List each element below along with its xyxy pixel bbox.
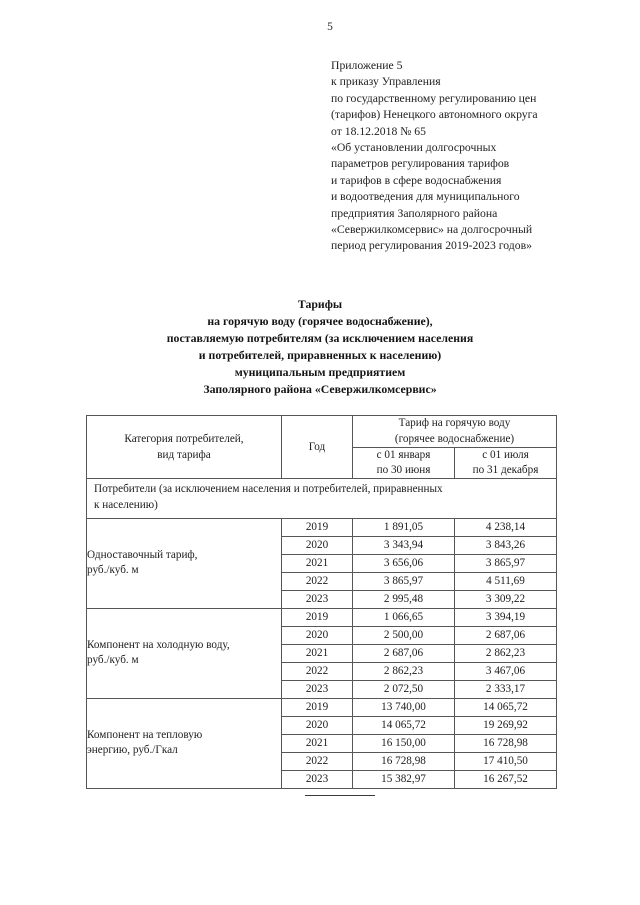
document-title-line-5: муниципальным предприятием bbox=[234, 365, 406, 380]
row-value-first-half: 2 862,23 bbox=[353, 662, 455, 680]
row-year-cell: 2023 bbox=[282, 680, 353, 698]
row-value-first-half: 13 740,00 bbox=[353, 698, 455, 716]
row-value-second-half: 2 862,23 bbox=[455, 644, 557, 662]
row-category-cell-2 bbox=[87, 608, 282, 698]
row-value-first-half: 2 687,06 bbox=[353, 644, 455, 662]
row-category-line1: Компонент на холодную воду, bbox=[87, 638, 230, 651]
document-title-line-2: на горячую воду (горячее водоснабжение), bbox=[207, 314, 433, 329]
row-value-second-half: 17 410,50 bbox=[455, 752, 557, 770]
header-category-line1: Категория потребителей, bbox=[124, 432, 244, 445]
row-value-first-half: 3 343,94 bbox=[353, 536, 455, 554]
section-row-line2: к населению) bbox=[94, 499, 158, 511]
document-header-line-11: «Севержилкомсервис» на долгосрочный bbox=[331, 223, 533, 237]
row-year-cell: 2023 bbox=[282, 590, 353, 608]
document-header-line-12: период регулирования 2019-2023 годов» bbox=[331, 239, 532, 253]
document-title-line-1: Тарифы bbox=[297, 297, 343, 311]
row-year-cell: 2022 bbox=[282, 662, 353, 680]
document-header-line-3: по государственному регулированию цен bbox=[331, 91, 537, 105]
row-value-second-half: 3 467,06 bbox=[455, 662, 557, 680]
document-header-line-2: к приказу Управления bbox=[331, 75, 441, 89]
row-year-cell: 2021 bbox=[282, 644, 353, 662]
row-value-first-half: 16 150,00 bbox=[353, 734, 455, 752]
row-value-second-half: 14 065,72 bbox=[455, 698, 557, 716]
row-category-line2: энергию, руб./Гкал bbox=[87, 744, 178, 757]
row-category-cell-3 bbox=[87, 698, 282, 788]
row-year-cell: 2021 bbox=[282, 554, 353, 572]
page-number: 5 bbox=[327, 21, 333, 33]
row-year-cell: 2021 bbox=[282, 734, 353, 752]
header-cell-period-first-half bbox=[353, 448, 455, 479]
row-value-second-half: 4 238,14 bbox=[455, 518, 557, 536]
header-cell-year: Год bbox=[282, 416, 353, 479]
row-value-second-half: 3 394,19 bbox=[455, 608, 557, 626]
row-year-cell: 2023 bbox=[282, 770, 353, 788]
table-row bbox=[87, 608, 557, 626]
section-row-cell bbox=[87, 479, 557, 518]
row-value-first-half: 1 066,65 bbox=[353, 608, 455, 626]
document-title-line-3: поставляемую потребителям (за исключением населения bbox=[166, 331, 474, 346]
row-value-first-half: 1 891,05 bbox=[353, 518, 455, 536]
tariff-table bbox=[86, 415, 557, 789]
row-value-second-half: 3 309,22 bbox=[455, 590, 557, 608]
row-value-second-half: 2 333,17 bbox=[455, 680, 557, 698]
header-period-first-line2: по 30 июня bbox=[376, 464, 431, 477]
document-title-line-4: и потребителей, приравненных к населению) bbox=[198, 348, 442, 363]
row-value-first-half: 2 500,00 bbox=[353, 626, 455, 644]
row-year-cell: 2020 bbox=[282, 536, 353, 554]
section-row-line1: Потребители (за исключением населения и потребителей, приравненных bbox=[94, 483, 443, 496]
header-cell-tariff-group bbox=[353, 416, 557, 448]
document-title-block bbox=[0, 296, 640, 399]
row-year-cell: 2020 bbox=[282, 716, 353, 734]
row-value-second-half: 16 728,98 bbox=[455, 734, 557, 752]
header-period-second-line2: по 31 декабря bbox=[472, 464, 539, 477]
row-year-cell: 2019 bbox=[282, 608, 353, 626]
header-period-second-line1: с 01 июля bbox=[482, 449, 529, 461]
document-title-line-6: Заполярного района «Севержилкомсервис» bbox=[203, 382, 437, 397]
row-value-second-half: 19 269,92 bbox=[455, 716, 557, 734]
row-value-first-half: 14 065,72 bbox=[353, 716, 455, 734]
row-value-second-half: 4 511,69 bbox=[455, 572, 557, 590]
row-year-cell: 2019 bbox=[282, 698, 353, 716]
document-header-line-8: и тарифов в сфере водоснабжения bbox=[331, 173, 502, 187]
document-header-line-4: (тарифов) Ненецкого автономного округа bbox=[331, 108, 538, 122]
row-year-cell: 2020 bbox=[282, 626, 353, 644]
tariff-table-body bbox=[87, 416, 557, 789]
row-value-first-half: 3 656,06 bbox=[353, 554, 455, 572]
table-row bbox=[87, 698, 557, 716]
header-category-line2: вид тарифа bbox=[157, 449, 211, 462]
row-value-second-half: 3 865,97 bbox=[455, 554, 557, 572]
header-cell-period-second-half bbox=[455, 448, 557, 479]
row-category-line1: Одноставочный тариф, bbox=[87, 548, 198, 561]
bottom-divider-rule bbox=[305, 795, 375, 796]
row-value-first-half: 2 995,48 bbox=[353, 590, 455, 608]
document-header-line-1: Приложение 5 bbox=[331, 59, 403, 72]
row-value-first-half: 3 865,97 bbox=[353, 572, 455, 590]
table-header-row-1 bbox=[87, 416, 557, 448]
row-value-first-half: 2 072,50 bbox=[353, 680, 455, 698]
table-row bbox=[87, 518, 557, 536]
document-header-line-6: «Об установлении долгосрочных bbox=[331, 141, 497, 155]
header-period-first-line1: с 01 января bbox=[376, 449, 431, 461]
header-tariff-line1: Тариф на горячую воду bbox=[398, 417, 511, 429]
row-value-second-half: 3 843,26 bbox=[455, 536, 557, 554]
row-category-cell-1 bbox=[87, 518, 282, 608]
document-header-line-9: и водоотведения для муниципального bbox=[331, 190, 520, 204]
document-header-line-5: от 18.12.2018 № 65 bbox=[331, 124, 426, 138]
document-header-line-7: параметров регулирования тарифов bbox=[331, 157, 510, 171]
row-value-second-half: 16 267,52 bbox=[455, 770, 557, 788]
row-value-first-half: 16 728,98 bbox=[353, 752, 455, 770]
row-value-second-half: 2 687,06 bbox=[455, 626, 557, 644]
row-year-cell: 2019 bbox=[282, 518, 353, 536]
row-category-line1: Компонент на тепловую bbox=[87, 728, 203, 741]
document-header-block bbox=[331, 58, 611, 255]
row-year-cell: 2022 bbox=[282, 752, 353, 770]
row-year-cell: 2022 bbox=[282, 572, 353, 590]
row-category-line2: руб./куб. м bbox=[87, 564, 139, 577]
row-category-line2: руб./куб. м bbox=[87, 654, 139, 667]
header-cell-category bbox=[87, 416, 282, 479]
document-header-line-10: предприятия Заполярного района bbox=[331, 206, 498, 220]
header-tariff-line2: (горячее водоснабжение) bbox=[394, 432, 515, 445]
table-section-row bbox=[87, 479, 557, 518]
row-value-first-half: 15 382,97 bbox=[353, 770, 455, 788]
